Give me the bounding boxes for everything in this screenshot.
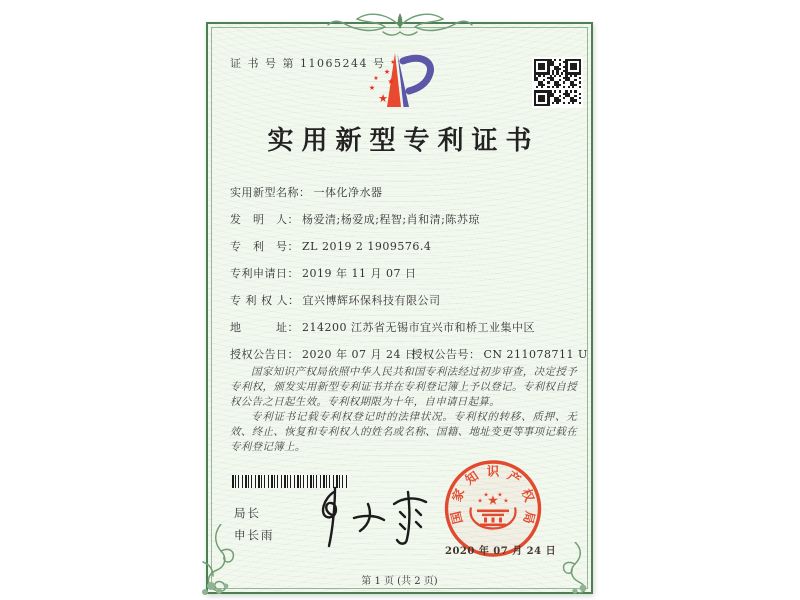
svg-text:知: 知: [462, 467, 482, 488]
field-row-inventors: [230, 211, 579, 225]
field-row-address: [230, 319, 579, 333]
flourish-center-leaf: [397, 13, 402, 29]
officer-name: 申长雨: [234, 528, 275, 542]
grant-date-label: 授权公告日：: [230, 348, 299, 361]
cnipa-patent-logo-icon: [364, 50, 436, 112]
certificate-title: 实用新型专利证书: [267, 126, 540, 156]
field-label: 地 址：: [230, 321, 299, 334]
legal-paragraph-1: 国家知识产权局依照中华人民共和国专利法经过初步审查，决定授予专利权，颁发实用新型专利证书并在专利登记簿上予以登记。专利权自授权公告之日起生效。专利权期限为十年，自申请日起算。: [230, 366, 577, 408]
officer-block: [234, 505, 275, 549]
field-row-patentee: [230, 292, 579, 306]
field-value: 一体化净水器: [313, 186, 383, 199]
svg-text:★: ★: [389, 59, 396, 66]
svg-text:局: 局: [520, 509, 539, 526]
legal-paragraph-2: 专利证书记载专利权登记时的法律状况。专利权的转移、质押、无效、终止、恢复和专利权人的姓名或名称、国籍、地址变更等事项记载在专利登记簿上。: [230, 411, 577, 453]
svg-text:国: 国: [447, 509, 466, 526]
svg-text:★: ★: [383, 68, 390, 76]
field-row-filing-date: [230, 265, 579, 279]
field-row-name: [230, 184, 579, 198]
svg-text:★: ★: [487, 493, 499, 509]
officer-title: 局长: [234, 506, 261, 520]
seal-date: 2020 年 07 月 24 日: [445, 546, 557, 557]
svg-text:★: ★: [477, 497, 483, 505]
grant-number: [412, 348, 588, 361]
grant-number-value: CN 211078711 U: [483, 348, 588, 361]
svg-text:产: 产: [504, 467, 524, 488]
patent-certificate: [206, 22, 593, 594]
logo-p-bowl: [403, 58, 430, 91]
svg-text:识: 识: [486, 463, 500, 479]
svg-text:★: ★: [372, 75, 379, 82]
field-value: 214200 江苏省无锡市宜兴市和桥工业集中区: [302, 321, 535, 334]
qr-code-icon: [532, 57, 583, 108]
svg-text:★: ★: [377, 92, 388, 105]
grant-date-value: 2020 年 07 月 24 日: [302, 348, 417, 361]
field-label: 发 明 人：: [230, 213, 299, 226]
field-row-patent-no: [230, 238, 579, 252]
field-label: 专 利 权 人：: [230, 294, 300, 307]
svg-text:★: ★: [386, 77, 395, 86]
field-value: 杨爱清;杨爱成;程智;肖和清;陈苏琼: [302, 213, 480, 226]
svg-text:★: ★: [497, 491, 503, 499]
page-number: 第 1 页 (共 2 页): [361, 576, 438, 587]
field-value: 2019 年 11 月 07 日: [302, 267, 417, 280]
grant-row: [230, 346, 588, 361]
grant-number-label: 授权公告号：: [411, 348, 481, 361]
field-value: ZL 2019 2 1909576.4: [302, 240, 432, 253]
svg-text:★: ★: [483, 491, 489, 499]
grant-date: [230, 346, 417, 362]
svg-text:★: ★: [503, 497, 509, 505]
handwritten-signature-icon: [302, 484, 440, 554]
svg-text:家: 家: [448, 486, 468, 504]
certificate-number: 证 书 号 第 11065244 号: [230, 57, 386, 70]
top-flourish-ornament: [325, 10, 475, 40]
svg-text:权: 权: [518, 486, 538, 504]
svg-text:★: ★: [368, 84, 375, 92]
field-label: 专 利 号：: [230, 240, 299, 253]
field-label: 实用新型名称：: [230, 186, 311, 199]
legal-text: [230, 365, 577, 455]
field-label: 专利申请日：: [230, 267, 299, 280]
field-value: 宜兴博辉环保科技有限公司: [302, 294, 441, 307]
fields-list: [230, 184, 588, 373]
